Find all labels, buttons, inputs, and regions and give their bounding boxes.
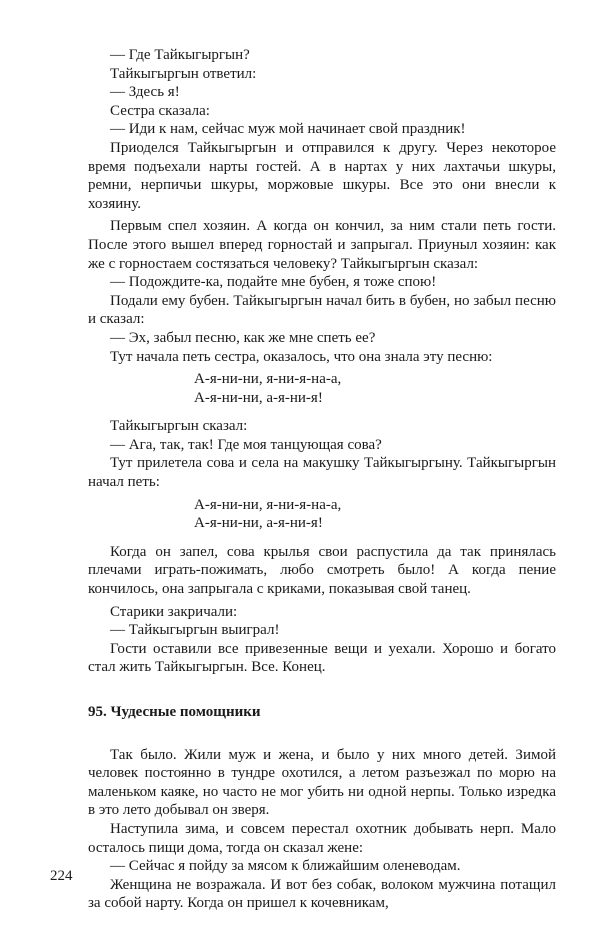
paragraph: Так было. Жили муж и жена, и было у них много детей. Зимой человек постоянно в тундре охотился, а летом разъезжал по морю на маленьком каяке, но часто не мог убить ни одной нерпы. Только изредка в это лето добывал он зверя. xyxy=(88,746,556,819)
paragraph: Подали ему бубен. Тайкыгыргын начал бить в бубен, но забыл песню и сказал: xyxy=(88,292,556,328)
paragraph: Приоделся Тайкыгыргын и отправился к другу. Через некоторое время подъехали нарты гостей. А в нартах у них лахтачьи шкуры, ремни, нерпичьи шкуры, моржовые шкуры. Все это они внесли к хозяину. xyxy=(88,139,556,212)
dialogue-line: — Эх, забыл песню, как же мне спеть ее? xyxy=(110,329,376,346)
paragraph: Тайкыгыргын ответил: xyxy=(110,65,257,82)
verse-line: А-я-ни-ни, я-ни-я-на-а, xyxy=(194,371,342,388)
paragraph: Женщина не возражала. И вот без собак, волоком мужчина потащил за собой нарту. Когда он пришел к кочевникам, xyxy=(88,876,556,912)
dialogue-line: — Подождите-ка, подайте мне бубен, я тоже спою! xyxy=(110,274,437,291)
song-verse xyxy=(194,496,556,533)
dialogue-line: — Сейчас я пойду за мясом к ближайшим оленеводам. xyxy=(110,858,461,875)
dialogue-line: — Здесь я! xyxy=(110,84,180,101)
paragraph: Сестра сказала: xyxy=(110,102,210,119)
paragraph: Тут прилетела сова и села на макушку Тайкыгыргыну. Тайкыгыргын начал петь: xyxy=(88,455,556,491)
page-number: 224 xyxy=(50,868,73,884)
paragraph: Наступила зима, и совсем перестал охотник добывать нерп. Мало осталось пищи дома, тогда он сказал жене: xyxy=(88,820,556,856)
dialogue-line: — Ага, так, так! Где моя танцующая сова? xyxy=(110,436,382,453)
song-verse xyxy=(194,370,556,407)
dialogue-line: — Где Тайкыгыргын? xyxy=(110,47,250,63)
verse-line: А-я-ни-ни, я-ни-я-на-а, xyxy=(194,496,342,513)
verse-line: А-я-ни-ни, а-я-ни-я! xyxy=(194,515,323,532)
main-text xyxy=(88,46,556,913)
paragraph: Тайкыгыргын сказал: xyxy=(110,418,248,435)
paragraph: Старики закричали: xyxy=(110,603,238,620)
dialogue-line: — Тайкыгыргын выиграл! xyxy=(110,622,280,639)
paragraph: Когда он запел, сова крылья свои распустила да так принялась плечами играть-пожимать, любо смотреть было! А когда пение кончилось, она запрыгала с криками, показывая свой танец. xyxy=(88,543,556,598)
section-title: 95. Чудесные помощники xyxy=(88,704,261,720)
paragraph: Первым спел хозяин. А когда он кончил, за ним стали петь гости. После этого вышел вперед горностай и запрыгал. Приуныл хозяин: как же с горностаем состязаться человеку? Тайкыгыргын сказал: xyxy=(88,218,556,272)
verse-line: А-я-ни-ни, а-я-ни-я! xyxy=(194,389,323,406)
paragraph: Тут начала петь сестра, оказалось, что она знала эту песню: xyxy=(110,348,493,365)
dialogue-line: — Иди к нам, сейчас муж мой начинает свой праздник! xyxy=(110,121,466,138)
paragraph: Гости оставили все привезенные вещи и уехали. Хорошо и богато стал жить Тайкыгыргын. Все. Конец. xyxy=(88,640,556,676)
